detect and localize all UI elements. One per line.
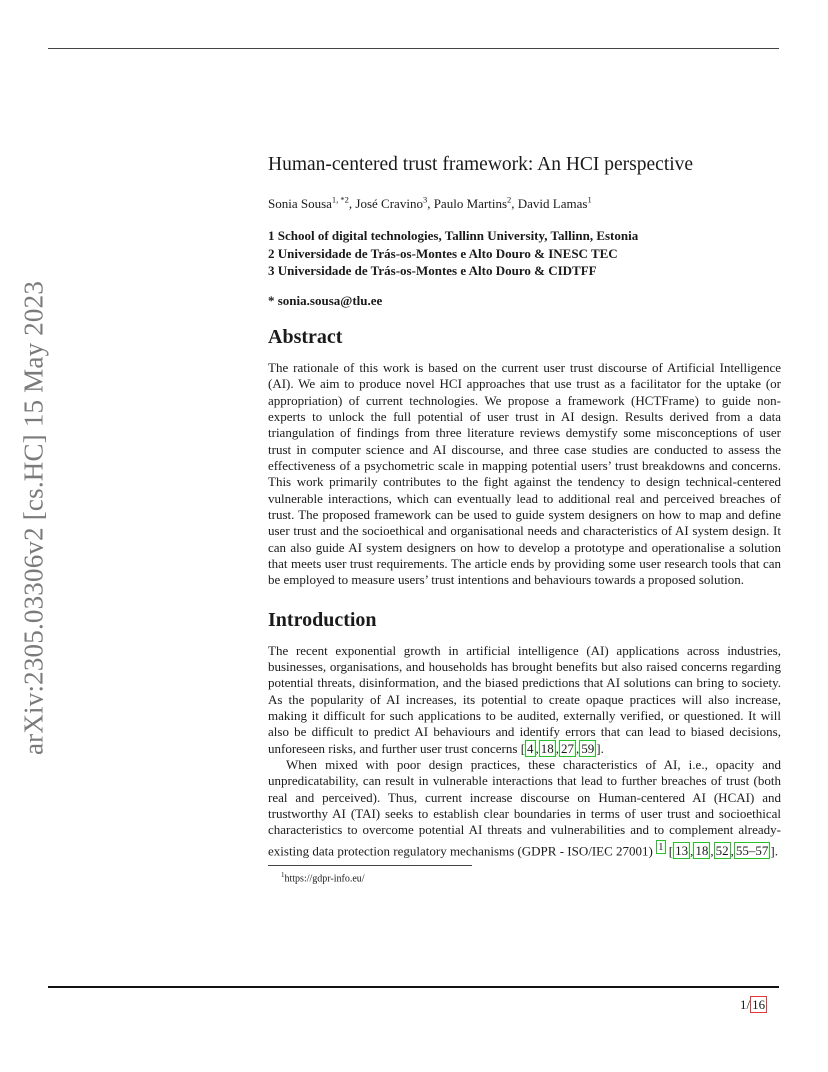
- author-list: [268, 191, 781, 213]
- author: David Lamas$^1$: [517, 195, 592, 212]
- affiliations: [268, 227, 781, 280]
- citation-link[interactable]: 13: [675, 843, 689, 859]
- footnote: $^1$https://gdpr-info.eu/: [281, 871, 365, 885]
- citation-link[interactable]: 18: [695, 843, 709, 859]
- affiliation: 3 Universidade de Trás-os-Montes e Alto Douro & CIDTFF: [268, 263, 597, 279]
- affiliation: 1 School of digital technologies, Tallinn University, Tallinn, Estonia: [268, 228, 639, 244]
- corresponding-email: * sonia.sousa@tlu.ee: [268, 292, 383, 308]
- footer-rule: [48, 986, 779, 988]
- paper-title: Human-centered trust framework: An HCI perspective: [268, 154, 694, 175]
- footnote-url[interactable]: https://gdpr-info.eu/: [284, 873, 365, 885]
- author: Sonia Sousa$^{1, *2}$,: [268, 195, 356, 212]
- abstract-heading: Abstract: [268, 325, 343, 348]
- citation-link[interactable]: 27: [561, 740, 575, 756]
- author: Paulo Martins$^2$,: [433, 195, 518, 212]
- citation-link[interactable]: 18: [540, 740, 554, 756]
- citation-link[interactable]: 52: [715, 843, 729, 859]
- introduction-paragraph-2: When mixed with poor design practices, these characteristics of AI, i.e., opacity and unpredicatability, can result in vulnerable interactions that lead to further breaches of trust (both real and perceived). Thus, current increase discourse on Human-centered AI (HCAI) and trustworthy AI (TAI) seeks to establish clear boundaries in terms of user trust and socioethical characteristics to overcome potential AI threats and vulnerabilities and to complement already-existing data protection regulatory mechanisms (GDPR - ISO/IEC 27001) $^1$ [ 13 , 18 , 52 , 55–57 ].: [268, 757, 781, 859]
- paper-body: [268, 152, 781, 887]
- citation-link[interactable]: 55–57: [735, 843, 769, 859]
- author: José Cravino$^3$,: [355, 195, 434, 212]
- introduction-paragraph-1: The recent exponential growth in artificial intelligence (AI) applications across industries, businesses, organisations, and households has brought benefits but also raised concerns regarding potential threats, disinformation, and the biased predictions that AI solutions can bring to society. As the popularity of AI increases, its potential to create opaque practices will also increase, making it difficult for such applications to be audited, externally verified, or questioned. It will also be difficult to predict AI behaviours and identify errors that can lead to biased decisions, unforeseen risks, and further user trust concerns [ 4 , 18 , 27 , 59 ].: [268, 642, 781, 756]
- affiliation: 2 Universidade de Trás-os-Montes e Alto Douro & INESC TEC: [268, 245, 618, 261]
- arxiv-stamp-text: arXiv:2305.03306v2 [cs.HC] 15 May 2023: [18, 280, 49, 756]
- page-number: 1/ 16: [740, 997, 766, 1012]
- footnote-link[interactable]: 1: [658, 840, 664, 853]
- citation-link[interactable]: 4: [527, 740, 534, 756]
- abstract-text: The rationale of this work is based on the current user trust discourse of Artificial Intelligence (AI). We aim to produce novel HCI approaches that use trust as a facilitator for the uptake (or appropriation) of current technologies. We propose a framework (HCTFrame) to guide non-experts to unlock the full potential of user trust in AI design. Results derived from a data triangulation of findings from three literature reviews demystify some misconceptions of user trust in computer science and AI discourse, and three case studies are conducted to assess the effectiveness of a psychometric scale in mapping potential users’ trust breakdowns and concerns. This work primarily contributes to the fight against the tendency to design technical-centered vulnerable interactions, which can eventually lead to additional real and perceived breaches of trust. The proposed framework can be used to guide system designers on how to map and define user trust and the socioethical and organisational needs and characteristics of AI system design. It can also guide AI system designers on how to develop a prototype and operationalise a solution that meets user trust requirements. The article ends by providing some user research tools that can be employed to measure users’ trust intentions and behaviours towards a proposed solution.: [268, 359, 781, 588]
- citation-link[interactable]: 59: [581, 740, 595, 756]
- header-rule: [48, 48, 779, 49]
- footnote-rule: [268, 865, 472, 866]
- introduction-heading: Introduction: [268, 608, 377, 631]
- total-pages-link[interactable]: 16: [752, 997, 766, 1012]
